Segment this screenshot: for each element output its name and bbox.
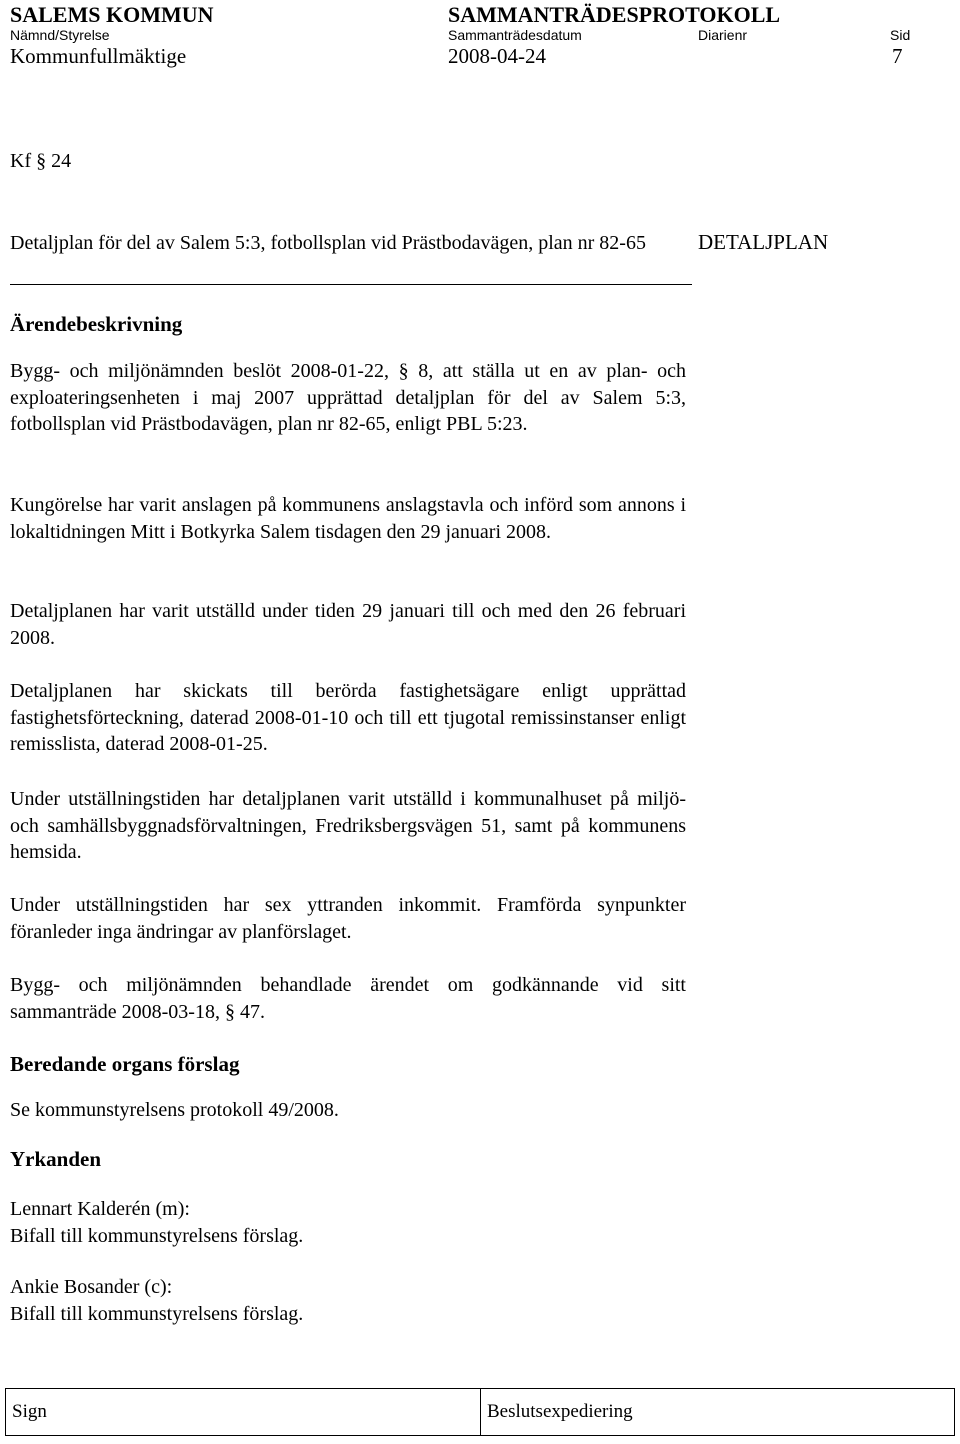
case-number: Kf § 24 xyxy=(10,150,72,172)
board-value: Kommunfullmäktige xyxy=(10,44,187,68)
description-heading: Ärendebeskrivning xyxy=(10,312,183,336)
paragraph-statements: Under utställningstiden har sex yttranden inkommit. Framförda synpunkter föranleder inga ändringar av planförslaget. xyxy=(10,894,686,943)
case-title: Detaljplan för del av Salem 5:3, fotbollsplan vid Prästbodavägen, plan nr 82-65 xyxy=(10,232,646,254)
motion-text: Bifall till kommunstyrelsens förslag. xyxy=(10,1303,304,1325)
paragraph-announcement: Kungörelse har varit anslagen på kommunens anslagstavla och införd som annons i lokaltidningen Mitt i Botkyrka Salem tisdagen den 29 januari 2008. xyxy=(10,494,686,543)
motion-speaker: Ankie Bosander (c): xyxy=(10,1276,173,1298)
motion-text: Bifall till kommunstyrelsens förslag. xyxy=(10,1225,304,1247)
date-value: 2008-04-24 xyxy=(448,44,546,68)
page-label: Sid xyxy=(890,27,911,43)
document-type: SAMMANTRÄDESPROTOKOLL xyxy=(448,2,781,27)
page-number: 7 xyxy=(892,44,903,68)
signature-footer xyxy=(5,1388,955,1436)
proposal-text: Se kommunstyrelsens protokoll 49/2008. xyxy=(10,1099,339,1121)
organization-name: SALEMS KOMMUN xyxy=(10,2,214,27)
proposal-heading: Beredande organs förslag xyxy=(10,1052,240,1076)
board-label: Nämnd/Styrelse xyxy=(10,27,110,43)
motion-speaker: Lennart Kalderén (m): xyxy=(10,1198,190,1220)
case-category: DETALJPLAN xyxy=(698,230,829,254)
paragraph-exhibition-period: Detaljplanen har varit utställd under tiden 29 januari till och med den 26 februari 2008. xyxy=(10,600,686,649)
paragraph-exhibition-location: Under utställningstiden har detaljplanen varit utställd i kommunalhuset på miljö- och samhällsbyggnadsförvaltningen, Fredriksbergsvägen 51, samt på kommunens hemsida. xyxy=(10,788,686,863)
date-label: Sammanträdesdatum xyxy=(448,27,582,43)
paragraph-approval: Bygg- och miljönämnden behandlade ärendet om godkännande vid sitt sammanträde 2008-03-18, § 47. xyxy=(10,974,686,1023)
reg-no-label: Diarienr xyxy=(698,27,748,43)
title-divider xyxy=(10,284,692,285)
dispatch-cell: Beslutsexpediering xyxy=(487,1401,633,1422)
paragraph-decision: Bygg- och miljönämnden beslöt 2008-01-22, § 8, att ställa ut en av plan- och exploateringsenheten i maj 2007 upprättad detaljplan för del av Salem 5:3, fotbollsplan vid Prästbodavägen, plan nr 82-65, enligt PBL 5:23. xyxy=(10,360,686,435)
motions-heading: Yrkanden xyxy=(10,1147,102,1171)
sign-cell: Sign xyxy=(6,1389,481,1435)
paragraph-distribution: Detaljplanen har skickats till berörda fastighetsägare enligt upprättad fastighetsförteckning, daterad 2008-01-10 och till ett tjugotal remissinstanser enligt remisslista, daterad 2008-01-25. xyxy=(10,680,686,755)
